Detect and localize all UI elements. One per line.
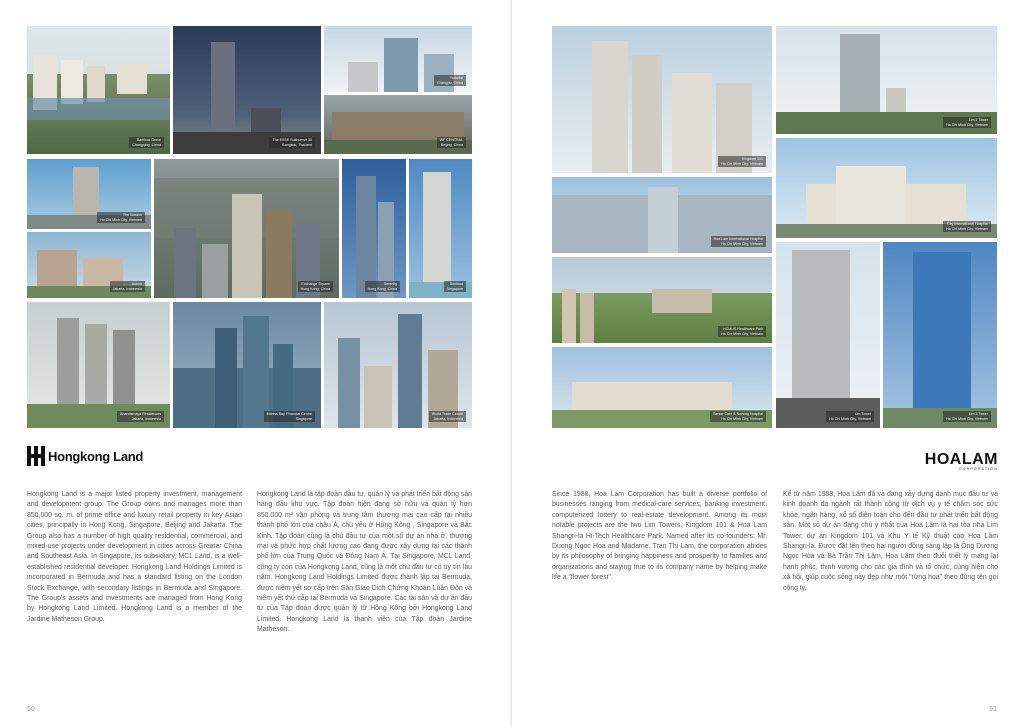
photo-exchange-square (154, 159, 339, 298)
hoalam-logo (925, 451, 998, 471)
photo-caption: Lim 3 Tower Ho Chi Minh City, Vietnam (943, 411, 991, 422)
photo-caption: Avenir Jakarta, Indonesia (110, 281, 145, 292)
photo-avenir (27, 232, 151, 298)
photo-caption: Sentosa Singapore (444, 281, 466, 292)
photo-wf-central (324, 95, 472, 154)
photo-mbfc (173, 302, 321, 428)
logo-text: Hongkong Land (48, 448, 144, 464)
photo-caption: Hoa Lam International Hospital Ho Chi Minh City, Vietnam (711, 236, 766, 247)
photo-caption: Yorkville Chengdu, China (434, 75, 466, 86)
photo-lim-2-tower (776, 26, 997, 134)
photo-nassim (27, 159, 151, 229)
logo-text: HOALAM (924, 451, 998, 468)
hongkong-land-mark-icon (27, 446, 45, 466)
photo-caption: City International Hospital Ho Chi Minh City, Vietnam (943, 221, 991, 232)
page-number: 51 (989, 706, 997, 713)
photo-senior-care (552, 347, 772, 428)
photo-kingdom-101 (552, 26, 772, 173)
photo-caption: Kingdom 101 Ho Chi Minh City, Vietnam (718, 156, 766, 167)
logo-subtitle: CORPORATION (959, 467, 998, 471)
photo-caption: HCMUS Healthcare Park Ho Chi Minh City, Vietnam (718, 326, 766, 337)
hongkong-land-logo (27, 446, 143, 466)
photo-anandamaya (27, 302, 170, 428)
photo-esse (173, 26, 321, 154)
photo-hoa-lam-hospital (552, 177, 772, 253)
body-text-vietnamese: Kể từ năm 1988, Hoa Lâm đã và đang xây dựng danh mục đầu tư và kinh doanh đa ngành rất thành công từ dịch vụ y tế chăm sóc sức khỏe, ngân hàng, xổ số điện toán cho đến đầu tư phát triển bất động sản. Một số dự án đáng chú ý nhất của Hoa Lâm là hai tòa nhà Lim Tower, dự án Kingdom 101 và Khu Y tế Kỹ thuật cao Hoa Lâm Shangri-la. Được đặt tên theo hai người đồng sáng lập là Ông Dương Ngọc Hòa và Bà Trần Thị Lâm, Hoa Lâm theo đuổi triết lý mang lại hạnh phúc, thịnh vượng cho các gia đình và tổ chức, cũng hiện cho xã hội, giúp cuộc sống này đẹp như một "rừng hoa" theo đúng tên gọi công ty. (783, 491, 998, 592)
photo-city-international-hospital (776, 138, 997, 238)
photo-caption: Marina Bay Financial Centre Singapore (264, 411, 315, 422)
photo-caption: Exchange Square Hong Kong, China (298, 281, 333, 292)
photo-caption: Lim 2 Tower Ho Chi Minh City, Vietnam (943, 117, 991, 128)
photo-lim-3-tower (883, 242, 997, 428)
photo-caption: The Nassim Ho Chi Minh City, Vietnam (97, 212, 145, 223)
photo-caption: Senior Care & Nursing Hospital Ho Chi Minh City, Vietnam (710, 411, 766, 422)
photo-caption: Bamboo Grove Chongqing, China (129, 137, 164, 148)
photo-serenity (342, 159, 406, 298)
photo-wtc (324, 302, 472, 428)
photo-bamboo-grove (27, 26, 170, 154)
photo-healthcare-park (552, 257, 772, 343)
photo-caption: WF CENTRAL Beijing, China (437, 137, 466, 148)
body-text-english: Since 1988, Hoa Lam Corporation has built a diverse portfolio of businesses ranging from medical-care services, banking investment, computerized lottery to real-estate development. Among its most notable projects are the two Lim Towers, Kingdom 101 & Hoa Lam Shangri-la Hi-Tech Healthcare Park. Named after its co-founders: Mr. Duong Ngoc Hoa and Madame. Tran Thi Lam, the corporation abides by its philosophy of bringing happiness and prosperity to families and organizations and staying true to its company name by helping make life a "flower forest". (552, 491, 767, 582)
body-text-english: Hongkong Land is a major listed property investment, management and development group. The Group owns and manages more than 850,000 sq. m. of prime office and luxury retail property in key Asian cities, principally in Hong Kong, Singapore, Beijing and Jakarta. The Group also has a number of high quality residential, commercial, and mixed-use projects under development in cities across Greater China and Southeast Asia. In Singapore, its subsidiary, MCL Land, is a well-established residential developer. Hongkong Land Holdings Limited is incorporated in Bermuda and has a standard listing on the London Stock Exchange, with secondary listings in Bermuda and Singapore. The Group's assets and investments are managed from Hong Kong by Hongkong Land Limited. Hongkong Land is a member of the Jardine Matheson Group. (27, 491, 242, 623)
page-number: 50 (27, 706, 35, 713)
photo-caption: Anandamaya Residences Jakarta, Indonesia (117, 411, 164, 422)
photo-lim-tower (776, 242, 880, 428)
photo-yorkville (324, 26, 472, 92)
photo-sentosa (409, 159, 472, 298)
body-text-vietnamese: Hongkong Land là tập đoàn đầu tư, quản lý và phát triển bất động sản hàng đầu khu vực. Tập đoàn hiện đang sở hữu và quản lý hơn 850.000 m² văn phòng và trung tâm thương mại cao cấp tại nhiều thành phố lớn của châu Á, chủ yếu ở Hồng Kông , Singapore và Bắc Kinh. Tập đoàn cũng là chủ đầu tư của một số dự án nhà ở, thương mại và phức hợp chất lượng cao đang được xây dựng tại các thành phố lớn của Trung Quốc và Đông Nam Á. Tại Singapore, MCL Land, công ty con của Hongkong Land, cũng là một chủ đầu tư có uy tín lâu năm. Hongkong Land Holdings Limited được thành lập tại Bermuda, được niêm yết sơ cấp trên Sàn Giao Dịch Chứng Khoán Luân Đôn và niêm yết thứ cấp tại Bermuda và Singapore. Các tài sản và dự án đầu tư của Tập đoàn được quản lý từ Hồng Kông bởi Hongkong Land Limited. Hongkong Land là thành viên của Tập đoàn Jardine Matheson. (257, 491, 472, 634)
photo-caption: Lim Tower Ho Chi Minh City, Vietnam (826, 411, 874, 422)
photo-caption: Serenity Hong Kong, China (365, 281, 400, 292)
photo-caption: The ESSE Sukhumvit 36 Bangkok, Thailand (269, 137, 315, 148)
right-page (512, 0, 1024, 727)
photo-caption: World Trade Centre Jakarta, Indonesia (429, 411, 466, 422)
